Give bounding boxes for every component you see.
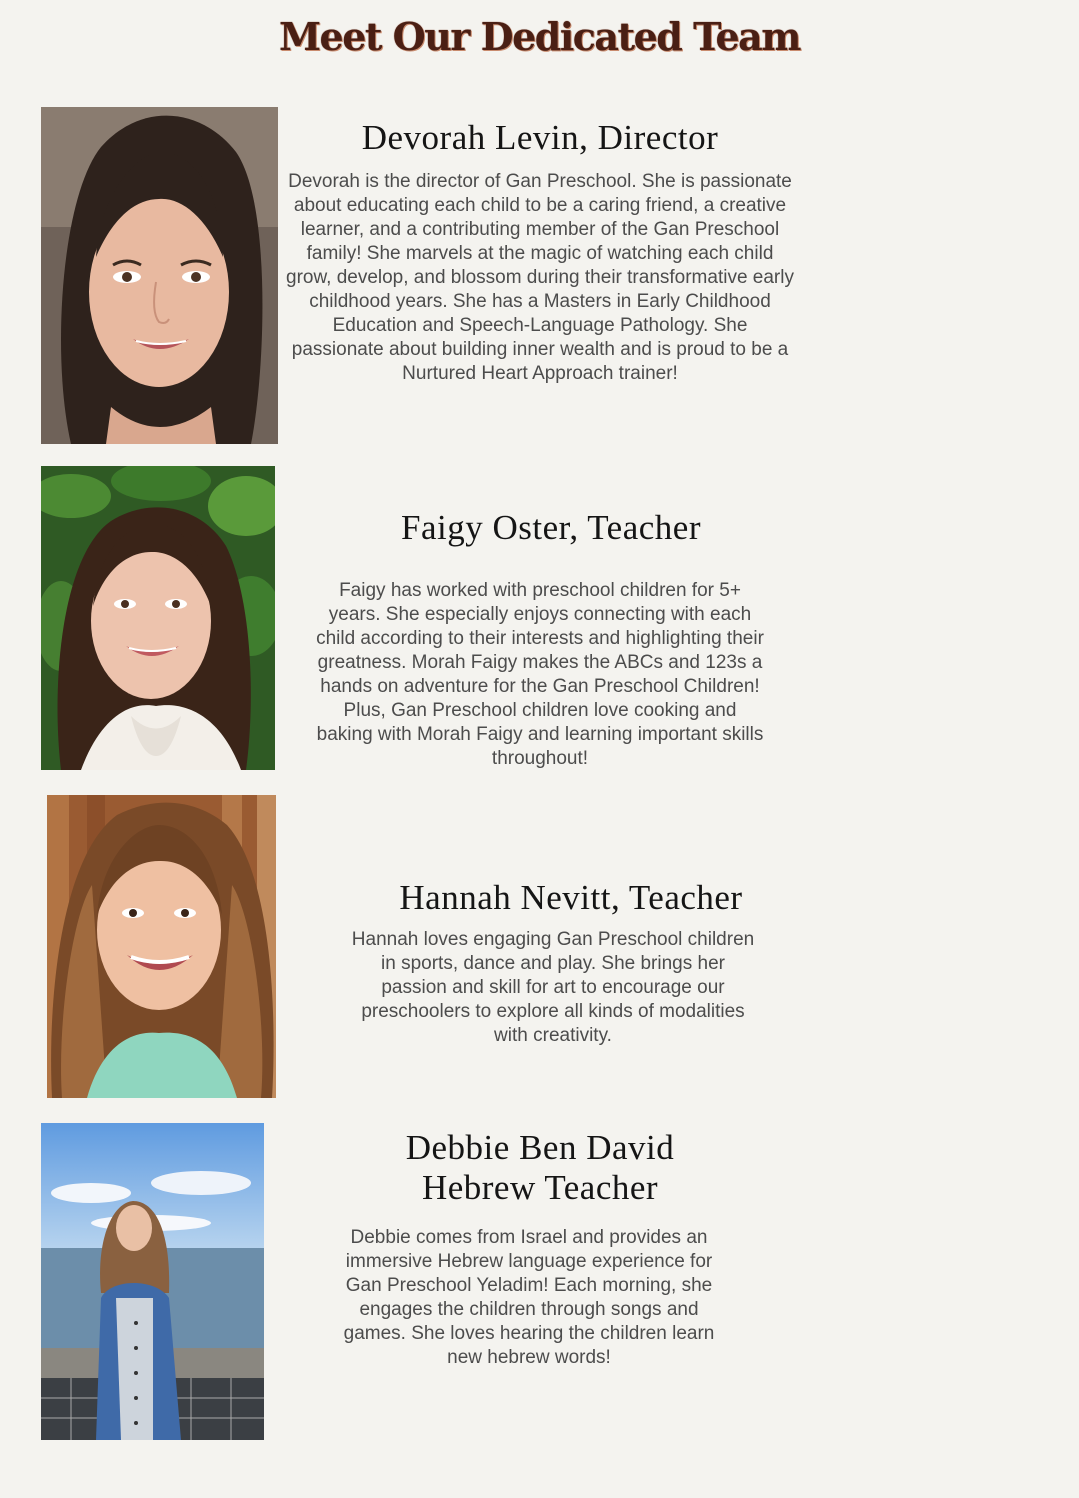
faigy-bio: Faigy has worked with preschool children for 5+ years. She especially enjoys connecting with each child according to their interests and highlighting their greatness. Morah Faigy makes the ABCs and 123s a hands on adventure for the Gan Preschool Children! Plus, Gan Preschool children love cooking and baking with Morah Faigy and learning important skills throughout! bbox=[316, 580, 764, 769]
page-title: Meet Our Dedicated Team bbox=[278, 14, 801, 59]
devorah-bio: Devorah is the director of Gan Preschool. She is passionate about educating each child to be a caring friend, a creative learner, and a contributing member of the Gan Preschool family! She marvels at the magic of watching each child grow, develop, and blossom during their transformative early childhood years. She has a Masters in Early Childhood Education and Speech-Language Pathology. She passionate about building inner wealth and is proud to be a Nurtured Heart Approach trainer! bbox=[286, 171, 794, 384]
debbie-name-line2: Hebrew Teacher bbox=[421, 1168, 659, 1207]
hannah-name: Hannah Nevitt, Teacher bbox=[399, 878, 743, 917]
debbie-name-line1: Debbie Ben David bbox=[405, 1128, 675, 1167]
faigy-name: Faigy Oster, Teacher bbox=[401, 508, 701, 547]
debbie-photo bbox=[41, 1123, 264, 1440]
devorah-photo bbox=[41, 107, 278, 444]
hannah-bio: Hannah loves engaging Gan Preschool children in sports, dance and play. She brings her passion and skill for art to encourage our preschoolers to explore all kinds of modalities with creativity. bbox=[351, 929, 755, 1046]
devorah-name: Devorah Levin, Director bbox=[361, 118, 719, 157]
faigy-photo bbox=[41, 466, 275, 770]
debbie-bio: Debbie comes from Israel and provides an immersive Hebrew language experience for Gan Preschool Yeladim! Each morning, she engages the children through songs and games. She loves hearing the children learn new hebrew words! bbox=[343, 1227, 715, 1368]
hannah-photo bbox=[47, 795, 276, 1098]
